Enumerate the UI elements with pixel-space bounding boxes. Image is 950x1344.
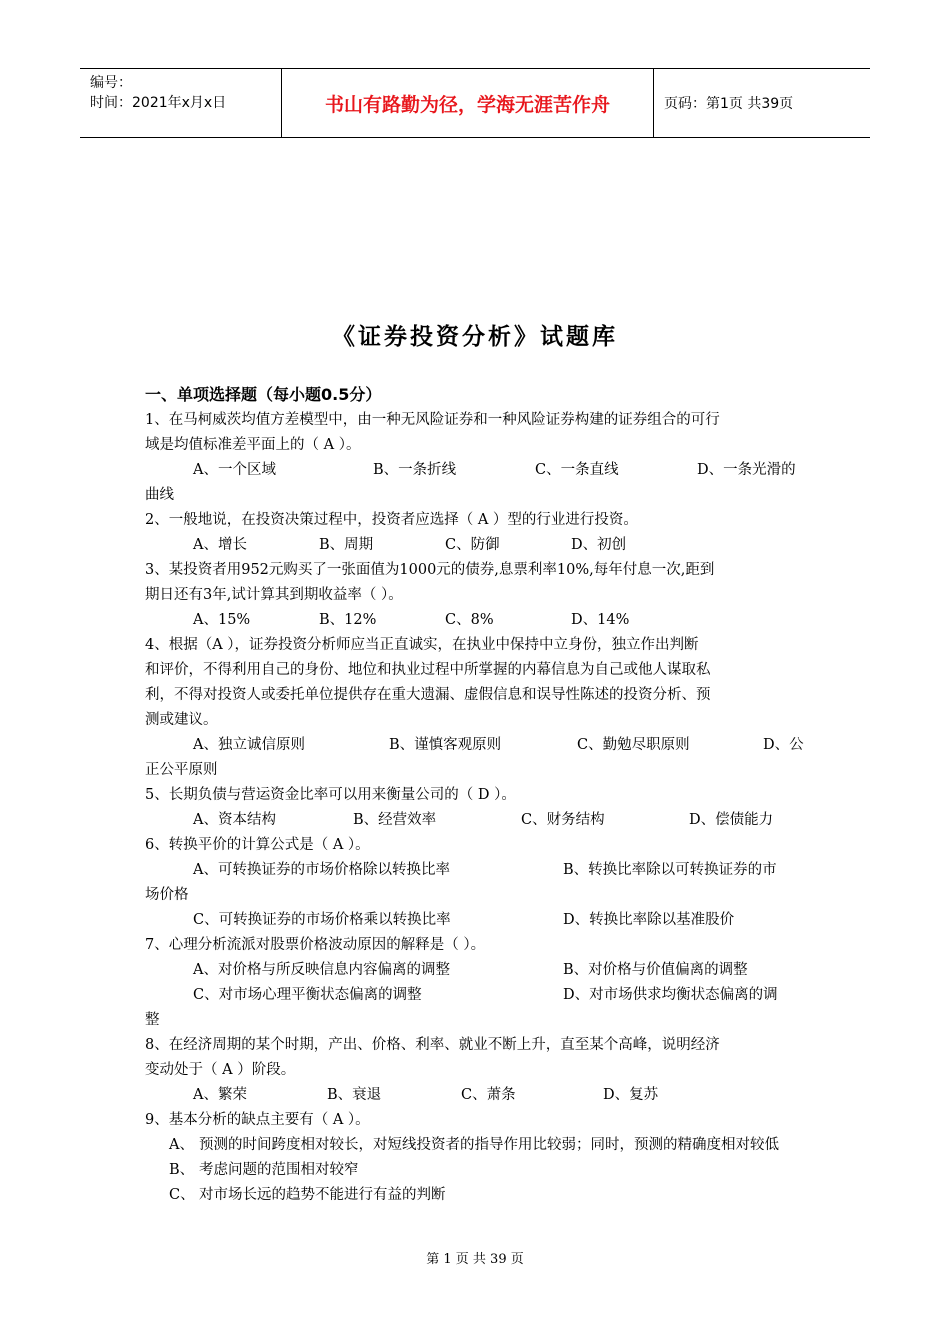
option-item bbox=[145, 1183, 810, 1208]
question-text: 4、根据（A ），证券投资分析师应当正直诚实，在执业中保持中立身份，独立作出判断 bbox=[145, 637, 699, 653]
doc-number-label: 编号： bbox=[90, 75, 132, 91]
option-row bbox=[145, 958, 810, 983]
option-c: C、防御 bbox=[445, 537, 500, 553]
option-b: B、经营效率 bbox=[353, 812, 437, 828]
header-page-label: 页码：第1页 共39页 bbox=[664, 96, 794, 112]
option-c: C、萧条 bbox=[461, 1087, 516, 1103]
option-row bbox=[145, 858, 810, 883]
document-header bbox=[80, 68, 870, 138]
question-text: 3、某投资者用952元购买了一张面值为1000元的债券,息票利率10%,每年付息一次,距到 bbox=[145, 562, 715, 578]
option-c: C、财务结构 bbox=[521, 812, 605, 828]
option-d: D、一条光滑的 bbox=[697, 462, 796, 478]
option-a: A、可转换证券的市场价格除以转换比率 bbox=[193, 862, 450, 878]
doc-date-label: 时间：2021年x月x日 bbox=[90, 95, 227, 111]
header-meta bbox=[80, 69, 282, 137]
option-b: B、周期 bbox=[319, 537, 374, 553]
option-b: B、12% bbox=[319, 612, 377, 628]
option-continuation: 场价格 bbox=[145, 887, 189, 903]
option-d: D、公 bbox=[763, 737, 804, 753]
question-text: 5、长期负债与营运资金比率可以用来衡量公司的（ D ）。 bbox=[145, 787, 516, 803]
question-text: 7、心理分析流派对股票价格波动原因的解释是（ ）。 bbox=[145, 937, 486, 953]
option-b: 考虑问题的范围相对较窄 bbox=[199, 1162, 359, 1178]
option-d: D、14% bbox=[571, 612, 630, 628]
question-text: 期日还有3年,试计算其到期收益率（ ）。 bbox=[145, 587, 403, 603]
option-continuation: 整 bbox=[145, 1012, 160, 1028]
page-title: 《证券投资分析》试题库 bbox=[332, 323, 618, 350]
option-row bbox=[145, 983, 810, 1008]
option-a: A、资本结构 bbox=[193, 812, 276, 828]
option-label: A、 bbox=[169, 1137, 194, 1153]
option-row bbox=[145, 908, 810, 933]
option-a: A、一个区域 bbox=[193, 462, 276, 478]
option-c: C、可转换证券的市场价格乘以转换比率 bbox=[193, 912, 451, 928]
option-item bbox=[145, 1158, 810, 1183]
question-text: 域是均值标准差平面上的（ A ）。 bbox=[145, 437, 361, 453]
option-item bbox=[145, 1133, 810, 1158]
option-d: D、对市场供求均衡状态偏离的调 bbox=[563, 987, 778, 1003]
option-label: B、 bbox=[169, 1162, 195, 1178]
question-text: 8、在经济周期的某个时期，产出、价格、利率、就业不断上升，直至某个高峰，说明经济 bbox=[145, 1037, 720, 1053]
question-text: 利，不得对投资人或委托单位提供存在重大遗漏、虚假信息和误导性陈述的投资分析、预 bbox=[145, 687, 711, 703]
header-motto: 书山有路勤为径，学海无涯苦作舟 bbox=[282, 69, 654, 137]
question-text: 和评价，不得利用自己的身份、地位和执业过程中所掌握的内幕信息为自己或他人谋取私 bbox=[145, 662, 711, 678]
question-list bbox=[145, 384, 810, 1208]
option-c: C、8% bbox=[445, 612, 494, 628]
page-footer: 第 1 页 共 39 页 bbox=[426, 1252, 524, 1267]
option-row bbox=[145, 458, 810, 483]
option-a: A、对价格与所反映信息内容偏离的调整 bbox=[193, 962, 450, 978]
option-row bbox=[145, 1083, 810, 1108]
option-c: C、对市场心理平衡状态偏离的调整 bbox=[193, 987, 422, 1003]
option-d: D、转换比率除以基准股价 bbox=[563, 912, 735, 928]
option-a: A、独立诚信原则 bbox=[193, 737, 305, 753]
option-continuation: 正公平原则 bbox=[145, 762, 218, 778]
option-b: B、转换比率除以可转换证券的市 bbox=[563, 862, 777, 878]
option-a: A、增长 bbox=[193, 537, 247, 553]
option-d: D、偿债能力 bbox=[689, 812, 774, 828]
option-d: D、复苏 bbox=[603, 1087, 659, 1103]
option-a: A、15% bbox=[193, 612, 251, 628]
option-c: 对市场长远的趋势不能进行有益的判断 bbox=[199, 1187, 446, 1203]
option-b: B、对价格与价值偏离的调整 bbox=[563, 962, 748, 978]
option-a: A、繁荣 bbox=[193, 1087, 247, 1103]
option-b: B、谨慎客观原则 bbox=[389, 737, 502, 753]
option-a: 预测的时间跨度相对较长，对短线投资者的指导作用比较弱；同时，预测的精确度相对较低 bbox=[199, 1137, 779, 1153]
option-row bbox=[145, 733, 810, 758]
question-text: 测或建议。 bbox=[145, 712, 218, 728]
option-continuation: 曲线 bbox=[145, 487, 174, 503]
question-text: 变动处于（ A ）阶段。 bbox=[145, 1062, 296, 1078]
option-b: B、衰退 bbox=[327, 1087, 382, 1103]
question-text: 2、一般地说，在投资决策过程中，投资者应选择（ A ）型的行业进行投资。 bbox=[145, 512, 638, 528]
section-heading: 一、单项选择题（每小题0.5分） bbox=[145, 385, 382, 404]
option-row bbox=[145, 533, 810, 558]
option-c: C、一条直线 bbox=[535, 462, 619, 478]
option-d: D、初创 bbox=[571, 537, 627, 553]
question-text: 1、在马柯威茨均值方差模型中，由一种无风险证券和一种风险证券构建的证券组合的可行 bbox=[145, 412, 720, 428]
option-label: C、 bbox=[169, 1187, 195, 1203]
question-text: 6、转换平价的计算公式是（ A ）。 bbox=[145, 837, 370, 853]
question-text: 9、基本分析的缺点主要有（ A ）。 bbox=[145, 1112, 370, 1128]
option-row bbox=[145, 808, 810, 833]
option-row bbox=[145, 608, 810, 633]
option-c: C、勤勉尽职原则 bbox=[577, 737, 690, 753]
option-b: B、一条折线 bbox=[373, 462, 457, 478]
